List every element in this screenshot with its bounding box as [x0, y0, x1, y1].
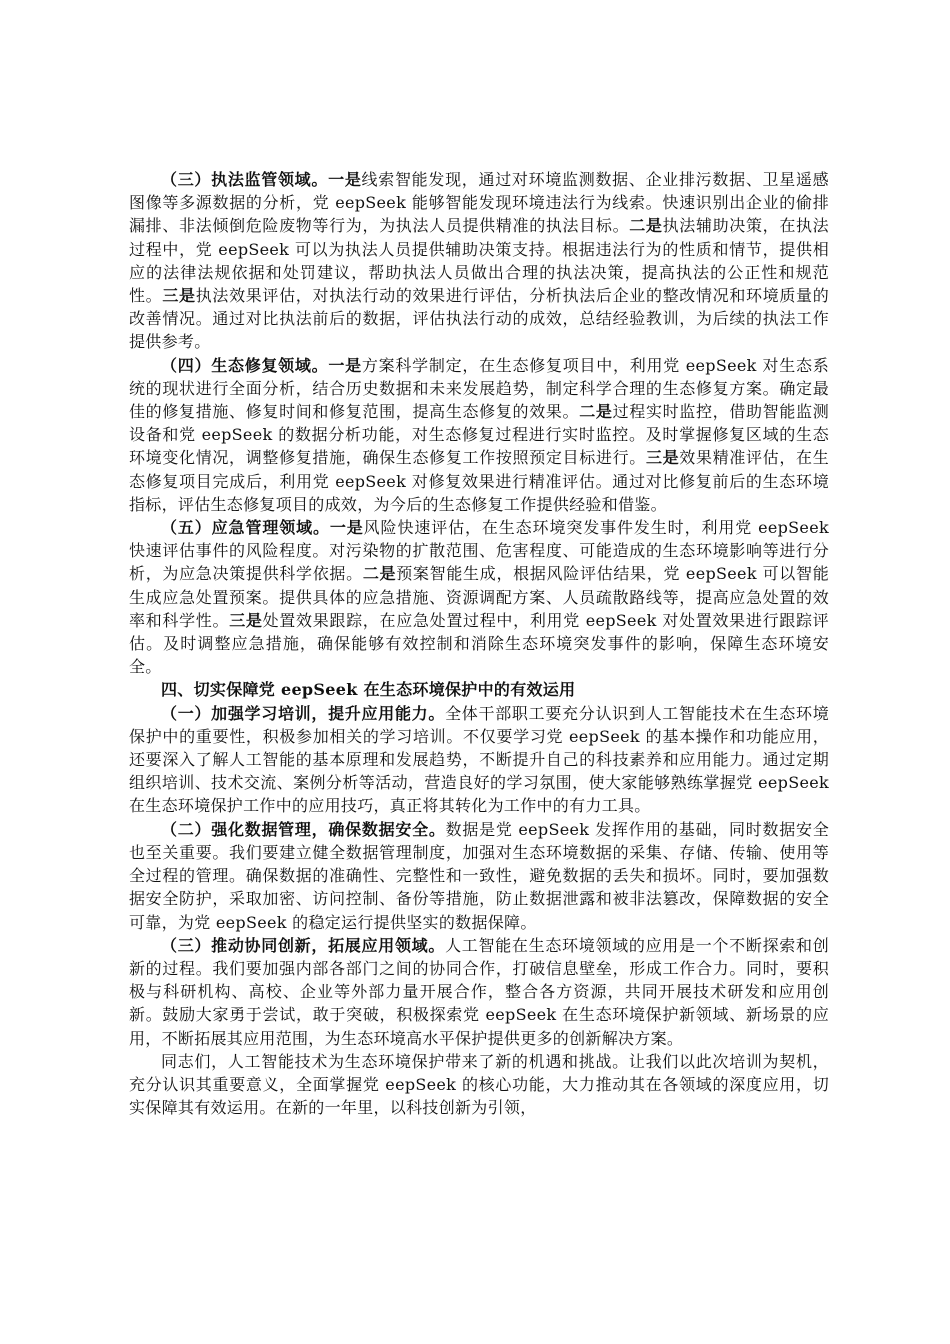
point-marker: 三是 [162, 286, 196, 306]
point-marker: 二是 [579, 402, 613, 422]
section-heading-text: 四、切实保障党 eepSeek 在生态环境保护中的有效运用 [161, 680, 576, 700]
paragraph-emergency-management [129, 516, 829, 678]
section-title: （三）推动协同创新，拓展应用领域。 [161, 935, 446, 955]
body-text: 执法效果评估，对执法行动的效果进行评估，分析执法后企业的整改情况和环境质量的改善情况。通过对比执法前后的数据，评估执法行动的成效，总结经验教训，为后续的执法工作提供参考。 [129, 286, 829, 352]
body-text: 风险快速评估，在生态环境突发事件发生时，利用党 eepSeek 快速评估事件的风险程度。对污染物的扩散范围、危害程度、可能造成的生态环境影响等进行分析，为应急决策提供科学依据。 [129, 518, 829, 584]
body-text: 预案智能生成，根据风险评估结果，党 eepSeek 可以智能生成应急处置预案。提供具体的应急措施、资源调配方案、人员疏散路线等，提高应急处置的效率和科学性。 [129, 564, 829, 630]
section-title: （二）强化数据管理，确保数据安全。 [161, 819, 446, 839]
point-marker: 三是 [645, 448, 680, 468]
body-text: 全体干部职工要充分认识到人工智能技术在生态环境保护中的重要性，积极参加相关的学习培训。不仅要学习党 eepSeek 的基本操作和功能应用，还要深入了解人工智能的基本原理和发展趋势，不断提升自己的科技素养和应用能力。通过定期组织培训、技术交流、案例分析等活动，营造良好的学习氛围，使大家能够熟练掌握党 eepSeek 在生态环境保护工作中的应用技巧，真正将其转化为工作中的有力工具。 [129, 703, 829, 816]
paragraph-law-enforcement [129, 168, 829, 354]
body-text: 同志们，人工智能技术为生态环境保护带来了新的机遇和挑战。让我们以此次培训为契机，充分认识其重要意义，全面掌握党 eepSeek 的核心功能，大力推动其在各领域的深度应用，切实保障其有效运用。在新的一年里，以科技创新为引领， [129, 1051, 829, 1118]
body-text: 效果精准评估，在生态修复项目完成后，利用党 eepSeek 对修复效果进行精准评估。通过对比修复前后的生态环境指标，评估生态修复项目的成效，为今后的生态修复工作提供经验和借鉴。 [129, 448, 829, 514]
section-title: （三）执法监管领域。 [161, 170, 329, 189]
body-text: 执法辅助决策，在执法过程中，党 eepSeek 可以为执法人员提供辅助决策支持。根据违法行为的性质和情节，提供相应的法律法规依据和处罚建议，帮助执法人员做出合理的执法决策，提高执法的公正性和规范性。 [129, 216, 829, 306]
body-text: 线索智能发现，通过对环境监测数据、企业排污数据、卫星遥感图像等多源数据的分析，党 eepSeek 能够智能发现环境违法行为线索。快速识别出企业的偷排漏排、非法倾倒危险废物等行为，为执法人员提供精准的执法目标。 [129, 170, 829, 236]
body-text: 过程实时监控，借助智能监测设备和党 eepSeek 的数据分析功能，对生态修复过程进行实时监控。及时掌握修复区域的生态环境变化情况，调整修复措施，确保生态修复工作按照预定目标进行。 [129, 402, 829, 468]
paragraph-learning-training [129, 702, 829, 818]
section-title: （四）生态修复领域。 [161, 355, 329, 375]
point-marker: 二是 [362, 564, 397, 584]
paragraph-closing [129, 1050, 829, 1120]
point-marker: 一是 [328, 170, 362, 189]
body-text: 处置效果跟踪，在应急处置过程中，利用党 eepSeek 对处置效果进行跟踪评估。及时调整应急措施，确保能够有效控制和消除生态环境突发事件的影响，保障生态环境安全。 [129, 610, 829, 677]
section-title: （一）加强学习培训，提升应用能力。 [161, 703, 446, 723]
point-marker: 三是 [229, 610, 263, 630]
body-text: 方案科学制定，在生态修复项目中，利用党 eepSeek 对生态系统的现状进行全面分析，结合历史数据和未来发展趋势，制定科学合理的生态修复方案。确定最佳的修复措施、修复时间和修复范围，提高生态修复的效果。 [129, 355, 829, 422]
paragraph-data-management [129, 818, 829, 934]
paragraph-collaborative-innovation [129, 934, 829, 1050]
section-title: （五）应急管理领域。 [161, 518, 330, 538]
paragraph-ecological-restoration [129, 354, 829, 516]
section-heading [129, 678, 829, 701]
point-marker: 一是 [328, 355, 362, 375]
point-marker: 二是 [629, 216, 663, 236]
body-text: 数据是党 eepSeek 发挥作用的基础，同时数据安全也至关重要。我们要建立健全数据管理制度，加强对生态环境数据的采集、存储、传输、使用等全过程的管理。确保数据的准确性、完整性和一致性，避免数据的丢失和损坏。同时，要加强数据安全防护，采取加密、访问控制、备份等措施，防止数据泄露和被非法篡改，保障数据的安全可靠，为党 eepSeek 的稳定运行提供坚实的数据保障。 [129, 819, 830, 932]
document-page [129, 168, 829, 1119]
point-marker: 一是 [329, 518, 364, 538]
body-text: 人工智能在生态环境领域的应用是一个不断探索和创新的过程。我们要加强内部各部门之间的协同合作，打破信息壁垒，形成工作合力。同时，要积极与科研机构、高校、企业等外部力量开展合作，整合各方资源，共同开展技术研发和应用创新。鼓励大家勇于尝试，敢于突破，积极探索党 eepSeek 在生态环境保护新领域、新场景的应用，不断拓展其应用范围，为生态环境高水平保护提供更多的创新解决方案。 [129, 935, 829, 1048]
